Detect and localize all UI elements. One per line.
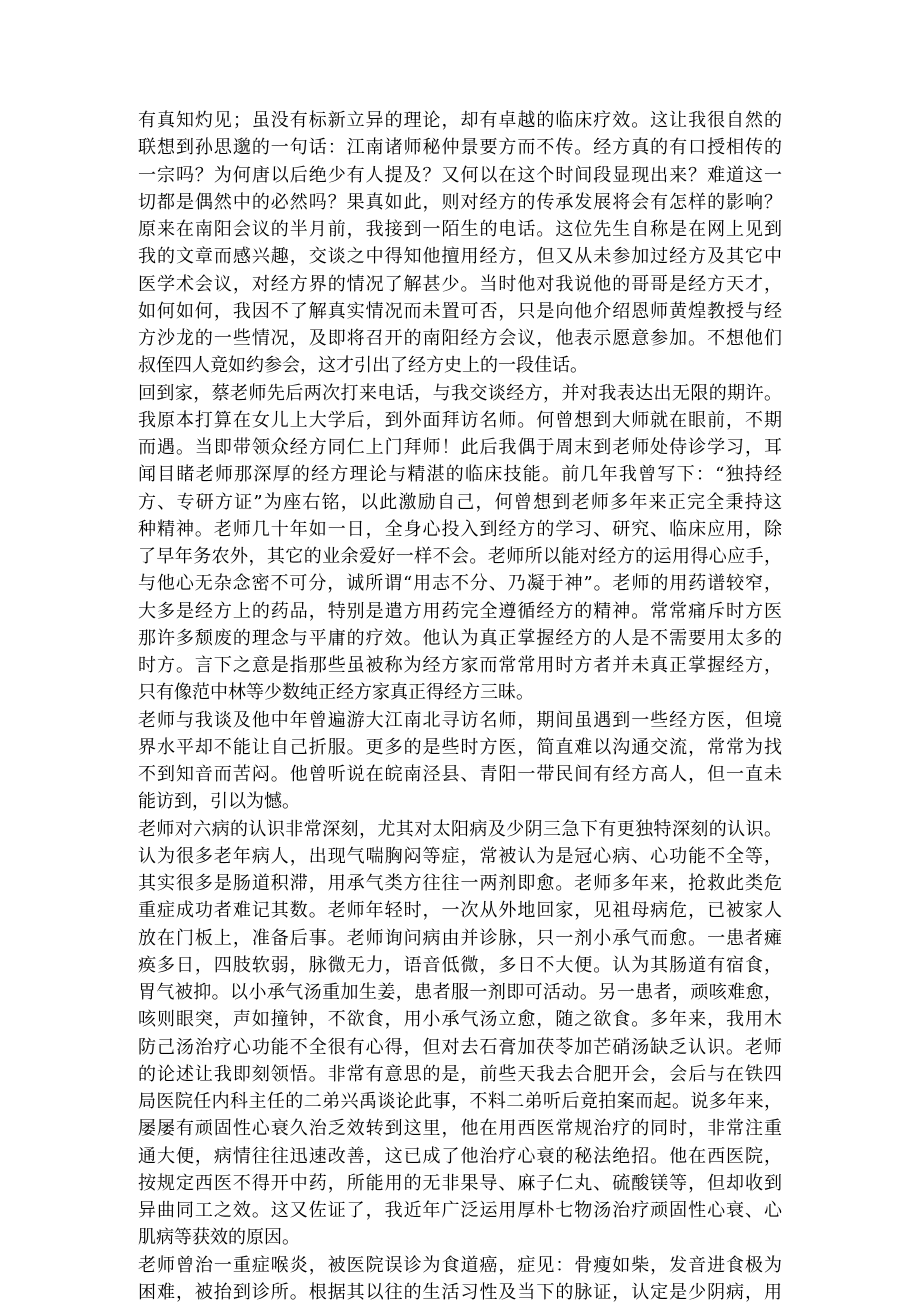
paragraph (138, 380, 782, 707)
text-line: 大多是经方上的药品，特别是遣方用药完全遵循经方的精神。常常痛斥时方医 (138, 598, 782, 625)
text-line: 回到家，蔡老师先后两次打来电话，与我交谈经方，并对我表达出无限的期许。 (138, 380, 782, 407)
paragraph (138, 107, 782, 216)
text-line: 我的文章而感兴趣，交谈之中得知他擅用经方，但又从未参加过经方及其它中 (138, 243, 782, 270)
text-line: 种精神。老师几十年如一日，全身心投入到经方的学习、研究、临床应用，除 (138, 516, 782, 543)
paragraph (138, 216, 782, 380)
text-line: 局医院任内科主任的二弟兴禹谈论此事，不料二弟听后竟拍案而起。说多年来， (138, 1088, 782, 1115)
text-line: 有真知灼见；虽没有标新立异的理论，却有卓越的临床疗效。这让我很自然的 (138, 107, 782, 134)
text-line: 重症成功者难记其数。老师年轻时，一次从外地回家，见祖母病危，已被家人 (138, 897, 782, 924)
text-line: 一宗吗？为何唐以后绝少有人提及？又何以在这个时间段显现出来？难道这一 (138, 162, 782, 189)
text-line: 按规定西医不得开中药，所能用的无非果导、麻子仁丸、硫酸镁等，但却收到 (138, 1170, 782, 1197)
text-line: 界水平却不能让自己折服。更多的是些时方医，简直难以沟通交流，常常为找 (138, 734, 782, 761)
text-line: 方沙龙的一些情况，及即将召开的南阳经方会议，他表示愿意参加。不想他们 (138, 325, 782, 352)
paragraph (138, 707, 782, 816)
text-line: 防己汤治疗心功能不全很有心得，但对去石膏加茯苓加芒硝汤缺乏认识。老师 (138, 1034, 782, 1061)
text-line: 那许多颓废的理念与平庸的疗效。他认为真正掌握经方的人是不需要用太多的 (138, 625, 782, 652)
text-line: 咳则眼突，声如撞钟，不欲食，用小承气汤立愈，随之欲食。多年来，我用木 (138, 1006, 782, 1033)
text-line: 只有像范中林等少数纯正经方家真正得经方三昧。 (138, 679, 782, 706)
text-line: 异曲同工之效。这又佐证了，我近年广泛运用厚朴七物汤治疗顽固性心衰、心 (138, 1197, 782, 1224)
text-line: 与他心无杂念密不可分，诚所谓“用志不分、乃凝于神”。老师的用药谱较窄， (138, 570, 782, 597)
text-line: 如何如何，我因不了解真实情况而未置可否，只是向他介绍恩师黄煌教授与经 (138, 298, 782, 325)
text-line: 而遇。当即带领众经方同仁上门拜师！此后我偶于周末到老师处侍诊学习，耳 (138, 434, 782, 461)
text-line: 不到知音而苦闷。他曾听说在皖南泾县、青阳一带民间有经方高人，但一直未 (138, 761, 782, 788)
text-line: 的论述让我即刻领悟。非常有意思的是，前些天我去合肥开会，会后与在铁四 (138, 1061, 782, 1088)
text-line: 通大便，病情往往迅速改善，这已成了他治疗心衰的秘法绝招。他在西医院， (138, 1143, 782, 1170)
document-page (138, 107, 782, 1306)
text-line: 胃气被抑。以小承气汤重加生姜，患者服一剂即可活动。另一患者，顽咳难愈， (138, 979, 782, 1006)
text-line: 老师曾治一重症喉炎，被医院误诊为食道癌，症见：骨瘦如柴，发音进食极为 (138, 1252, 782, 1279)
text-line: 老师对六病的认识非常深刻，尤其对太阳病及少阴三急下有更独特深刻的认识。 (138, 816, 782, 843)
text-line: 切都是偶然中的必然吗？果真如此，则对经方的传承发展将会有怎样的影响？ (138, 189, 782, 216)
text-line: 了早年务农外，其它的业余爱好一样不会。老师所以能对经方的运用得心应手， (138, 543, 782, 570)
text-line: 困难，被抬到诊所。根据其以往的生活习性及当下的脉证，认定是少阴病，用 (138, 1279, 782, 1306)
text-line: 痪多日，四肢软弱，脉微无力，语音低微，多日不大便。认为其肠道有宿食， (138, 952, 782, 979)
text-line: 能访到，引以为憾。 (138, 788, 782, 815)
text-line: 其实很多是肠道积滞，用承气类方往往一两剂即愈。老师多年来，抢救此类危 (138, 870, 782, 897)
text-line: 认为很多老年病人，出现气喘胸闷等症，常被认为是冠心病、心功能不全等， (138, 843, 782, 870)
text-line: 联想到孙思邈的一句话：江南诸师秘仲景要方而不传。经方真的有口授相传的 (138, 134, 782, 161)
text-line: 老师与我谈及他中年曾遍游大江南北寻访名师，期间虽遇到一些经方医，但境 (138, 707, 782, 734)
text-line: 屡屡有顽固性心衰久治乏效转到这里，他在用西医常规治疗的同时，非常注重 (138, 1115, 782, 1142)
text-line: 我原本打算在女儿上大学后，到外面拜访名师。何曾想到大师就在眼前，不期 (138, 407, 782, 434)
text-line: 肌病等获效的原因。 (138, 1224, 782, 1251)
text-line: 医学术会议，对经方界的情况了解甚少。当时他对我说他的哥哥是经方天才， (138, 271, 782, 298)
paragraph (138, 1252, 782, 1306)
paragraph (138, 816, 782, 1252)
text-line: 方、专研方证”为座右铭，以此激励自己，何曾想到老师多年来正完全秉持这 (138, 489, 782, 516)
text-line: 放在门板上，准备后事。老师询问病由并诊脉，只一剂小承气而愈。一患者瘫 (138, 925, 782, 952)
text-line: 闻目睹老师那深厚的经方理论与精湛的临床技能。前几年我曾写下：“独持经 (138, 461, 782, 488)
text-line: 叔侄四人竟如约参会，这才引出了经方史上的一段佳话。 (138, 352, 782, 379)
text-line: 原来在南阳会议的半月前，我接到一陌生的电话。这位先生自称是在网上见到 (138, 216, 782, 243)
text-line: 时方。言下之意是指那些虽被称为经方家而常常用时方者并未真正掌握经方， (138, 652, 782, 679)
